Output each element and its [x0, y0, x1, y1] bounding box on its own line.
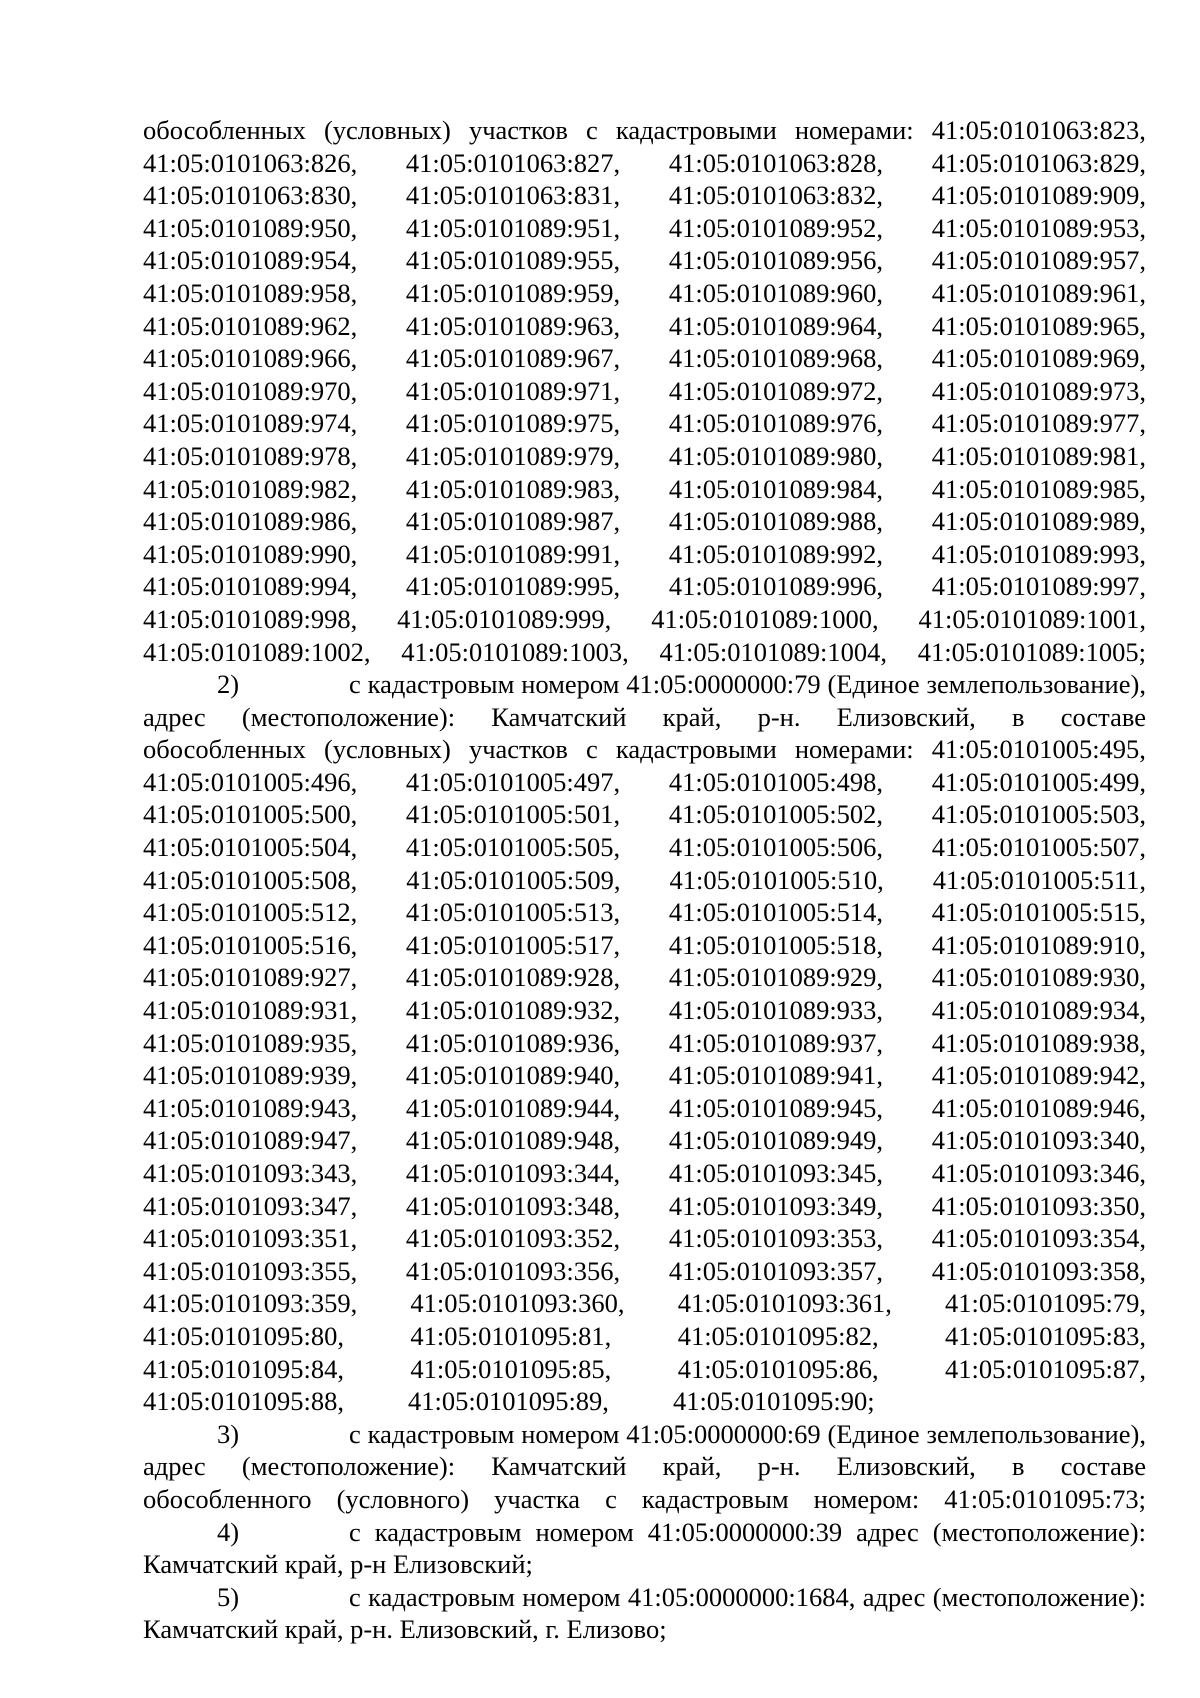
cadastral-number: 41:05:0101089:981,: [931, 440, 1146, 471]
item-2-head: [143, 668, 1146, 701]
item-5-head: [143, 1581, 1146, 1614]
cadastral-number: 41:05:0101089:964,: [668, 310, 884, 341]
cadastral-number: 41:05:0101089:984,: [668, 473, 884, 504]
document-body: [143, 114, 1146, 1646]
word: обособленного: [143, 1483, 312, 1514]
cadastral-number: 41:05:0101089:972,: [668, 375, 884, 406]
item-head-text: [349, 668, 1146, 701]
cadastral-number: 41:05:0101005:502,: [668, 799, 884, 830]
cadastral-number: 41:05:0101005:503,: [931, 799, 1146, 830]
word: участка: [494, 1483, 581, 1514]
list1-row: [143, 375, 1146, 408]
cadastral-number: 41:05:0101089:940,: [405, 1060, 621, 1091]
cadastral-number: 41:05:0101093:347,: [143, 1190, 358, 1221]
word: кадастровым: [367, 669, 515, 700]
word: в: [1012, 1451, 1025, 1482]
cadastral-number: 41:05:0101093:346,: [931, 1158, 1146, 1188]
cadastral-number: 41:05:0101095:84,: [143, 1353, 344, 1384]
cadastral-number: 41:05:0101089:997,: [931, 571, 1146, 602]
cadastral-number: 41:05:0101093:358,: [931, 1255, 1146, 1286]
cadastral-number: 41:05:0101005:505,: [405, 832, 621, 863]
item-2-row: [143, 831, 1146, 864]
cadastral-number: 41:05:0101063:832,: [668, 180, 884, 211]
word: номерами:: [794, 115, 914, 145]
cadastral-number: 41:05:0101089:968,: [668, 343, 884, 374]
cadastral-number: 41:05:0101093:361,: [677, 1288, 892, 1319]
list1-row: [143, 179, 1146, 212]
cadastral-number: 41:05:0101005:510,: [669, 864, 884, 895]
word: 41:05:0000000:39: [647, 1516, 843, 1547]
cadastral-number: 41:05:0101093:357,: [668, 1255, 884, 1286]
cadastral-number: 41:05:0101089:985,: [931, 473, 1146, 504]
item-3-address-line: [143, 1450, 1146, 1483]
cadastral-number: 41:05:0101089:1005;: [917, 636, 1146, 667]
cadastral-number: 41:05:0101089:993,: [931, 538, 1146, 569]
cadastral-number: 41:05:0101089:987,: [405, 506, 621, 537]
word: обособленных: [143, 734, 306, 765]
cadastral-number: 41:05:0101089:962,: [143, 310, 358, 341]
word: адрес: [856, 1516, 919, 1547]
intro-line: [143, 114, 1146, 147]
cadastral-number: 41:05:0101089:995,: [405, 571, 621, 602]
cadastral-number: 41:05:0101089:978,: [143, 440, 358, 471]
indent-gap: [297, 1516, 349, 1549]
cadastral-number: 41:05:0101093:350,: [931, 1190, 1146, 1221]
word: обособленных: [143, 115, 306, 145]
cadastral-number: 41:05:0101093:352,: [405, 1223, 621, 1254]
word: Елизовский,: [836, 701, 976, 732]
item-2-row: [143, 1027, 1146, 1060]
cadastral-number: 41:05:0101089:937,: [668, 1027, 884, 1058]
cadastral-number: 41:05:0101005:518,: [668, 929, 884, 960]
cadastral-number: 41:05:0101089:955,: [405, 245, 621, 276]
cadastral-number: 41:05:0101089:960,: [668, 277, 884, 308]
indent-gap: [297, 1418, 349, 1451]
cadastral-number: 41:05:0101089:976,: [668, 408, 884, 439]
word: номером: [521, 669, 620, 700]
cadastral-number: 41:05:0101089:969,: [931, 343, 1146, 374]
list1-row: [143, 440, 1146, 473]
word: с: [349, 1418, 361, 1449]
cadastral-number: 41:05:0101093:345,: [668, 1158, 884, 1188]
word: с: [586, 734, 598, 765]
cadastral-number: 41:05:0101089:930,: [931, 962, 1146, 993]
item-2-row: [143, 1320, 1146, 1353]
word: с: [349, 1581, 361, 1612]
cadastral-number: 41:05:0101093:353,: [668, 1223, 884, 1254]
word: с: [586, 115, 598, 145]
word: (местоположение):: [241, 1451, 456, 1482]
cadastral-number: 41:05:0101089:961,: [931, 277, 1146, 308]
cadastral-number: 41:05:0101063:828,: [668, 147, 884, 178]
word: 41:05:0000000:79: [626, 669, 821, 700]
list1-row: [143, 473, 1146, 506]
cadastral-number: 41:05:0101095:89,: [407, 1386, 609, 1417]
cadastral-number: 41:05:0101089:998,: [143, 603, 358, 634]
cadastral-number: 41:05:0101063:826,: [143, 147, 358, 178]
cadastral-number: 41:05:0101089:948,: [405, 1125, 621, 1156]
cadastral-number: 41:05:0101005:501,: [405, 799, 621, 830]
item-2-parcels-line: [143, 733, 1146, 766]
item-2-row: [143, 1157, 1146, 1190]
item-2-row: [143, 961, 1146, 994]
cadastral-number: 41:05:0101089:942,: [931, 1060, 1146, 1091]
item-3-head: [143, 1418, 1146, 1451]
item-head-text: [349, 1581, 1146, 1614]
list1-row: [143, 310, 1146, 343]
cadastral-number: 41:05:0101089:933,: [668, 995, 884, 1026]
item-number: 4): [217, 1516, 240, 1547]
word: (условных): [323, 734, 451, 765]
cadastral-number: 41:05:0101089:989,: [931, 506, 1146, 537]
word: кадастровым: [368, 1581, 515, 1612]
item-4-address-line: [143, 1548, 1146, 1581]
item-head-text: [349, 1418, 1146, 1451]
cadastral-number: 41:05:0101093:344,: [405, 1158, 621, 1188]
word: (местоположение):: [932, 1516, 1146, 1547]
list1-row: [143, 244, 1146, 277]
item-number: 2): [217, 669, 240, 700]
cadastral-number: 41:05:0101089:950,: [143, 212, 358, 243]
cadastral-number: 41:05:0101005:499,: [931, 766, 1146, 797]
item-2-row: [143, 1287, 1146, 1320]
cadastral-number: 41:05:0101095:79,: [945, 1288, 1146, 1319]
word: участков: [468, 734, 568, 765]
word: кадастровым: [367, 1418, 515, 1449]
item-2-row: [143, 1222, 1146, 1255]
cadastral-number: 41:05:0101089:936,: [405, 1027, 621, 1058]
cadastral-number: 41:05:0101089:996,: [668, 571, 884, 602]
cadastral-number: 41:05:0101089:945,: [668, 1092, 884, 1123]
word: Елизовский,: [836, 1451, 976, 1482]
cadastral-number: 41:05:0101005:512,: [143, 897, 358, 928]
cadastral-number: 41:05:0101095:90;: [672, 1386, 875, 1417]
word: 41:05:0101063:823,: [931, 115, 1146, 145]
word: с: [349, 1516, 361, 1547]
cadastral-number: 41:05:0101095:85,: [410, 1353, 612, 1384]
cadastral-number: 41:05:0101089:1000,: [651, 603, 879, 634]
cadastral-number: 41:05:0101089:992,: [668, 538, 884, 569]
cadastral-number: 41:05:0101089:958,: [143, 277, 358, 308]
word: Камчатский: [491, 701, 627, 732]
list1-row: [143, 570, 1146, 603]
cadastral-number: 41:05:0101089:977,: [931, 408, 1146, 439]
cadastral-number: 41:05:0101095:83,: [945, 1320, 1146, 1351]
item-5-address-line: [143, 1613, 1146, 1646]
cadastral-number: 41:05:0101063:829,: [931, 147, 1146, 178]
cadastral-number: 41:05:0101089:1002,: [143, 636, 371, 667]
cadastral-number: 41:05:0101089:965,: [931, 310, 1146, 341]
word: 41:05:0101005:495,: [931, 734, 1146, 765]
indent-gap: [297, 1581, 349, 1614]
cadastral-number: 41:05:0101089:938,: [931, 1027, 1146, 1058]
item-3-parcel-line: [143, 1483, 1146, 1516]
word: 41:05:0000000:69: [626, 1418, 821, 1449]
item-2-row: [143, 994, 1146, 1027]
item-2-row: [143, 864, 1146, 897]
word: с: [605, 1483, 617, 1514]
cadastral-number: 41:05:0101089:1004,: [659, 636, 887, 667]
cadastral-number: 41:05:0101005:516,: [143, 929, 358, 960]
word: адрес: [862, 1581, 926, 1612]
item-2-last-row: [143, 1385, 1146, 1418]
word: в: [1012, 701, 1025, 732]
word: адрес: [143, 1451, 206, 1482]
cadastral-number: 41:05:0101089:991,: [405, 538, 621, 569]
item-2-row: [143, 766, 1146, 799]
word: составе: [1060, 1451, 1146, 1482]
cadastral-number: 41:05:0101005:506,: [668, 832, 884, 863]
cadastral-number: 41:05:0101095:88,: [143, 1386, 344, 1417]
cadastral-number: 41:05:0101089:941,: [668, 1060, 884, 1091]
cadastral-number: 41:05:0101089:944,: [405, 1092, 621, 1123]
list1-row: [143, 603, 1146, 636]
cadastral-number: 41:05:0101005:509,: [406, 864, 621, 895]
list1-row: [143, 538, 1146, 571]
indent-gap: [297, 668, 349, 701]
cadastral-number: 41:05:0101095:87,: [945, 1353, 1146, 1384]
cadastral-number: 41:05:0101089:947,: [143, 1125, 358, 1156]
cadastral-number: 41:05:0101089:939,: [143, 1060, 358, 1091]
cadastral-number: 41:05:0101093:354,: [931, 1223, 1146, 1254]
cadastral-number: 41:05:0101005:515,: [931, 897, 1146, 928]
cadastral-number: 41:05:0101089:932,: [405, 995, 621, 1026]
cadastral-number: 41:05:0101089:986,: [143, 506, 358, 537]
word: 41:05:0101095:73;: [944, 1483, 1146, 1514]
cadastral-number: 41:05:0101089:994,: [143, 571, 358, 602]
word: землепользование),: [926, 1418, 1146, 1449]
word: кадастровыми: [615, 115, 777, 145]
cadastral-number: 41:05:0101063:830,: [143, 180, 358, 211]
cadastral-number: 41:05:0101089:954,: [143, 245, 358, 276]
list1-row: [143, 147, 1146, 180]
cadastral-number: 41:05:0101093:351,: [143, 1223, 358, 1254]
word: край,: [662, 701, 722, 732]
cadastral-number: 41:05:0101089:990,: [143, 538, 358, 569]
cadastral-number: 41:05:0101095:80,: [143, 1320, 344, 1351]
word: (местоположение):: [932, 1581, 1146, 1612]
cadastral-number: 41:05:0101089:970,: [143, 375, 358, 406]
item-2-row: [143, 1092, 1146, 1125]
cadastral-number: 41:05:0101005:507,: [931, 832, 1146, 863]
word: 41:05:0000000:1684,: [627, 1581, 856, 1612]
cadastral-number: 41:05:0101089:966,: [143, 343, 358, 374]
list1-row: [143, 342, 1146, 375]
item-2-row: [143, 929, 1146, 962]
item-2-row: [143, 798, 1146, 831]
item-2-row: [143, 896, 1146, 929]
list1-row: [143, 505, 1146, 538]
cadastral-number: 41:05:0101005:513,: [405, 897, 621, 928]
word: (Единое: [827, 669, 920, 700]
word: номерами:: [794, 734, 914, 765]
word: номером: [535, 1516, 634, 1547]
cadastral-number: 41:05:0101089:952,: [668, 212, 884, 243]
list1-row: [143, 636, 1146, 669]
cadastral-number: 41:05:0101093:360,: [410, 1288, 625, 1319]
cadastral-number: 41:05:0101089:953,: [931, 212, 1146, 243]
item-2-row: [143, 1190, 1146, 1223]
cadastral-number: 41:05:0101063:831,: [405, 180, 621, 211]
cadastral-number: 41:05:0101089:983,: [405, 473, 621, 504]
word: с: [349, 669, 361, 700]
cadastral-number: 41:05:0101089:988,: [668, 506, 884, 537]
cadastral-number: 41:05:0101093:359,: [143, 1288, 358, 1319]
word: номером: [522, 1581, 621, 1612]
line-text: Камчатский край, р-н. Елизовский, г. Елизово;: [143, 1614, 667, 1645]
cadastral-number: 41:05:0101089:973,: [931, 375, 1146, 406]
word: край,: [662, 1451, 722, 1482]
cadastral-number: 41:05:0101089:971,: [405, 375, 621, 406]
list1-row: [143, 407, 1146, 440]
word: Камчатский: [491, 1451, 627, 1482]
cadastral-number: 41:05:0101089:959,: [405, 277, 621, 308]
word: номером:: [813, 1483, 920, 1514]
cadastral-number: 41:05:0101093:343,: [143, 1158, 358, 1188]
word: номером: [521, 1418, 620, 1449]
word: (местоположение):: [241, 701, 456, 732]
cadastral-number: 41:05:0101005:500,: [143, 799, 358, 830]
cadastral-number: 41:05:0101063:827,: [405, 147, 621, 178]
word: участков: [468, 115, 568, 145]
cadastral-number: 41:05:0101093:348,: [405, 1190, 621, 1221]
cadastral-number: 41:05:0101089:935,: [143, 1027, 358, 1058]
cadastral-number: 41:05:0101089:999,: [397, 603, 612, 634]
word: кадастровым: [374, 1516, 522, 1547]
word: адрес: [143, 701, 206, 732]
cadastral-number: 41:05:0101089:967,: [405, 343, 621, 374]
cadastral-number: 41:05:0101089:963,: [405, 310, 621, 341]
word: р-н.: [757, 1451, 801, 1482]
cadastral-number: 41:05:0101089:951,: [405, 212, 621, 243]
word: кадастровым: [641, 1483, 789, 1514]
list1-row: [143, 277, 1146, 310]
cadastral-number: 41:05:0101089:949,: [668, 1125, 884, 1156]
word: землепользование),: [926, 669, 1146, 700]
cadastral-number: 41:05:0101089:910,: [931, 929, 1146, 960]
cadastral-number: 41:05:0101089:946,: [931, 1092, 1146, 1123]
item-2-row: [143, 1353, 1146, 1386]
cadastral-number: 41:05:0101089:982,: [143, 473, 358, 504]
item-2-row: [143, 1124, 1146, 1157]
cadastral-number: 41:05:0101089:980,: [668, 440, 884, 471]
cadastral-number: 41:05:0101005:504,: [143, 832, 358, 863]
list1-row: [143, 212, 1146, 245]
cadastral-number: 41:05:0101089:975,: [405, 408, 621, 439]
cadastral-number: 41:05:0101093:349,: [668, 1190, 884, 1221]
item-2-row: [143, 1255, 1146, 1288]
cadastral-number: 41:05:0101089:929,: [668, 962, 884, 993]
cadastral-number: 41:05:0101093:340,: [931, 1125, 1146, 1156]
cadastral-number: 41:05:0101005:496,: [143, 766, 358, 797]
cadastral-number: 41:05:0101089:928,: [405, 962, 621, 993]
cadastral-number: 41:05:0101089:909,: [931, 180, 1146, 211]
cadastral-number: 41:05:0101089:957,: [931, 245, 1146, 276]
word: (Единое: [827, 1418, 920, 1449]
cadastral-number: 41:05:0101089:931,: [143, 995, 358, 1026]
cadastral-number: 41:05:0101089:927,: [143, 962, 358, 993]
cadastral-number: 41:05:0101089:934,: [931, 995, 1146, 1026]
cadastral-number: 41:05:0101095:86,: [677, 1353, 879, 1384]
cadastral-number: 41:05:0101089:956,: [668, 245, 884, 276]
item-2-address-line: [143, 701, 1146, 734]
cadastral-number: 41:05:0101095:81,: [410, 1320, 612, 1351]
cadastral-number: 41:05:0101005:508,: [143, 864, 358, 895]
cadastral-number: 41:05:0101095:82,: [677, 1320, 879, 1351]
item-number: 5): [217, 1581, 240, 1612]
word: составе: [1060, 701, 1146, 732]
cadastral-number: 41:05:0101005:511,: [932, 864, 1146, 895]
line-text: Камчатский край, р-н Елизовский;: [143, 1549, 533, 1580]
cadastral-number: 41:05:0101089:1003,: [401, 636, 629, 667]
cadastral-number: 41:05:0101093:355,: [143, 1255, 358, 1286]
word: кадастровыми: [615, 734, 777, 765]
cadastral-number: 41:05:0101005:498,: [668, 766, 884, 797]
cadastral-number: 41:05:0101089:974,: [143, 408, 358, 439]
item-2-row: [143, 1059, 1146, 1092]
word: (условных): [323, 115, 451, 145]
cadastral-number: 41:05:0101093:356,: [405, 1255, 621, 1286]
cadastral-number: 41:05:0101089:1001,: [918, 603, 1146, 634]
item-4-head: [143, 1516, 1146, 1549]
cadastral-number: 41:05:0101089:979,: [405, 440, 621, 471]
word: (условного): [336, 1483, 470, 1514]
cadastral-number: 41:05:0101005:517,: [405, 929, 621, 960]
item-number: 3): [217, 1418, 240, 1449]
cadastral-number: 41:05:0101005:514,: [668, 897, 884, 928]
item-head-text: [349, 1516, 1146, 1549]
cadastral-number: 41:05:0101005:497,: [405, 766, 621, 797]
cadastral-number: 41:05:0101089:943,: [143, 1092, 358, 1123]
word: р-н.: [757, 701, 801, 732]
